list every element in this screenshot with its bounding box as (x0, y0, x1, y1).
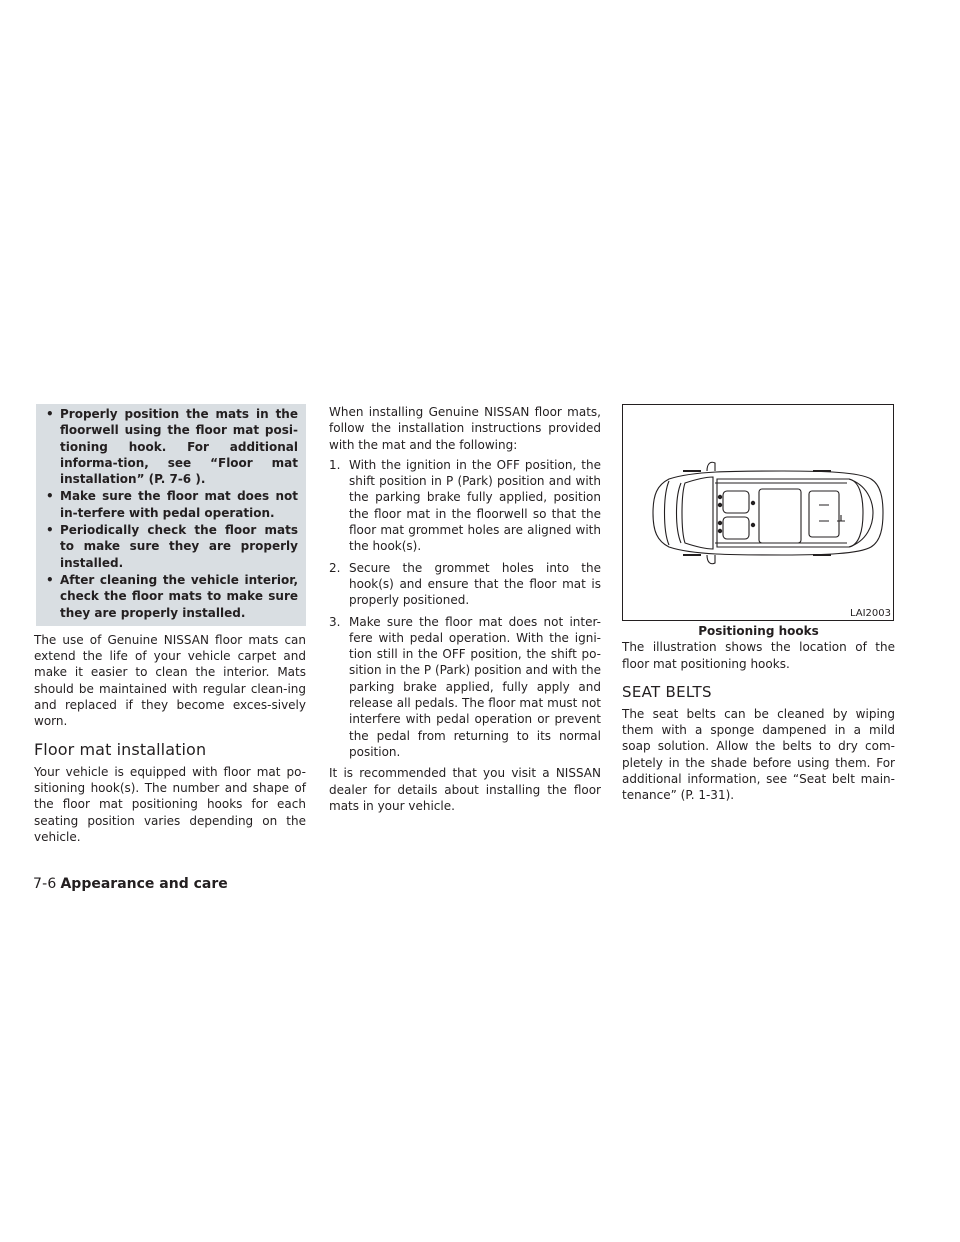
step-number: 2. (329, 560, 341, 575)
installing-intro-paragraph: When installing Genuine NISSAN floor mats, follow the installation instructions provided with the mat and the following: (329, 405, 601, 452)
warning-item: • Make sure the floor mat does not in-terfere with pedal operation. (44, 488, 298, 521)
warning-item: • After cleaning the vehicle interior, check the floor mats to make sure they are properly installed. (44, 572, 298, 621)
warning-list (44, 406, 298, 621)
step-number: 3. (329, 614, 341, 629)
step-number: 1. (329, 457, 341, 472)
column-middle (329, 404, 601, 814)
intro-paragraph: The use of Genuine NISSAN floor mats can extend the life of your vehicle carpet and make it easier to clean the interior. Mats should be maintained with regular clean-ing and replaced if they become exces-sively worn. (34, 632, 306, 729)
seat-belts-paragraph: The seat belts can be cleaned by wiping them with a sponge dampened in a mild soap solution. Allow the belts to dry com-pletely in the shade before using them. For additional information, see “Seat belt main-tenance” (P. 1-31). (622, 706, 895, 803)
page-footer (33, 876, 228, 892)
warning-item: • Periodically check the floor mats to make sure they are properly installed. (44, 522, 298, 571)
installation-steps (329, 457, 601, 760)
floor-mat-installation-heading: Floor mat installation (34, 739, 207, 759)
installation-step (329, 560, 601, 609)
page-number: 7-6 (33, 876, 57, 892)
column-left (34, 404, 306, 845)
step-text: Secure the grommet holes into the hook(s) and ensure that the floor mat is properly positioned. (349, 560, 601, 608)
installation-step (329, 614, 601, 761)
vehicle-top-view-figure (622, 404, 894, 621)
seat-belts-heading: SEAT BELTS (622, 682, 712, 701)
figure-caption: Positioning hooks (698, 624, 819, 638)
vehicle-top-view-illustration (623, 405, 893, 620)
warning-item: • Properly position the mats in the floorwell using the floor mat posi-tioning hook. For additional informa-tion, see “Floor mat installation” (P. 7-6 ). (44, 406, 298, 487)
figure-code: LAI2003 (849, 608, 891, 619)
column-right (622, 404, 895, 804)
figure-description: The illustration shows the location of the floor mat positioning hooks. (622, 640, 895, 671)
warning-box (36, 404, 306, 626)
section-title: Appearance and care (60, 876, 228, 892)
step-text: With the ignition in the OFF position, the shift position in P (Park) position and with the parking brake fully applied, position the floor mat in the floorwell so that the floor mat grommet holes are aligned with the hook(s). (349, 457, 601, 554)
step-text: Make sure the floor mat does not inter-fere with pedal operation. With the igni-tion still in the OFF position, the shift po-sition in the P (Park) position and with the parking brake applied, fully apply and release all pedals. The floor mat must not interfere with pedal operation or prevent the pedal from returning to its normal position. (349, 614, 601, 759)
floor-mat-installation-paragraph: Your vehicle is equipped with floor mat po-sitioning hook(s). The number and shape of the floor mat positioning hooks for each seating position varies depending on the vehicle. (34, 764, 306, 844)
dealer-recommendation-paragraph: It is recommended that you visit a NISSAN dealer for details about installing the floor mats in your vehicle. (329, 766, 601, 813)
installation-step (329, 457, 601, 555)
